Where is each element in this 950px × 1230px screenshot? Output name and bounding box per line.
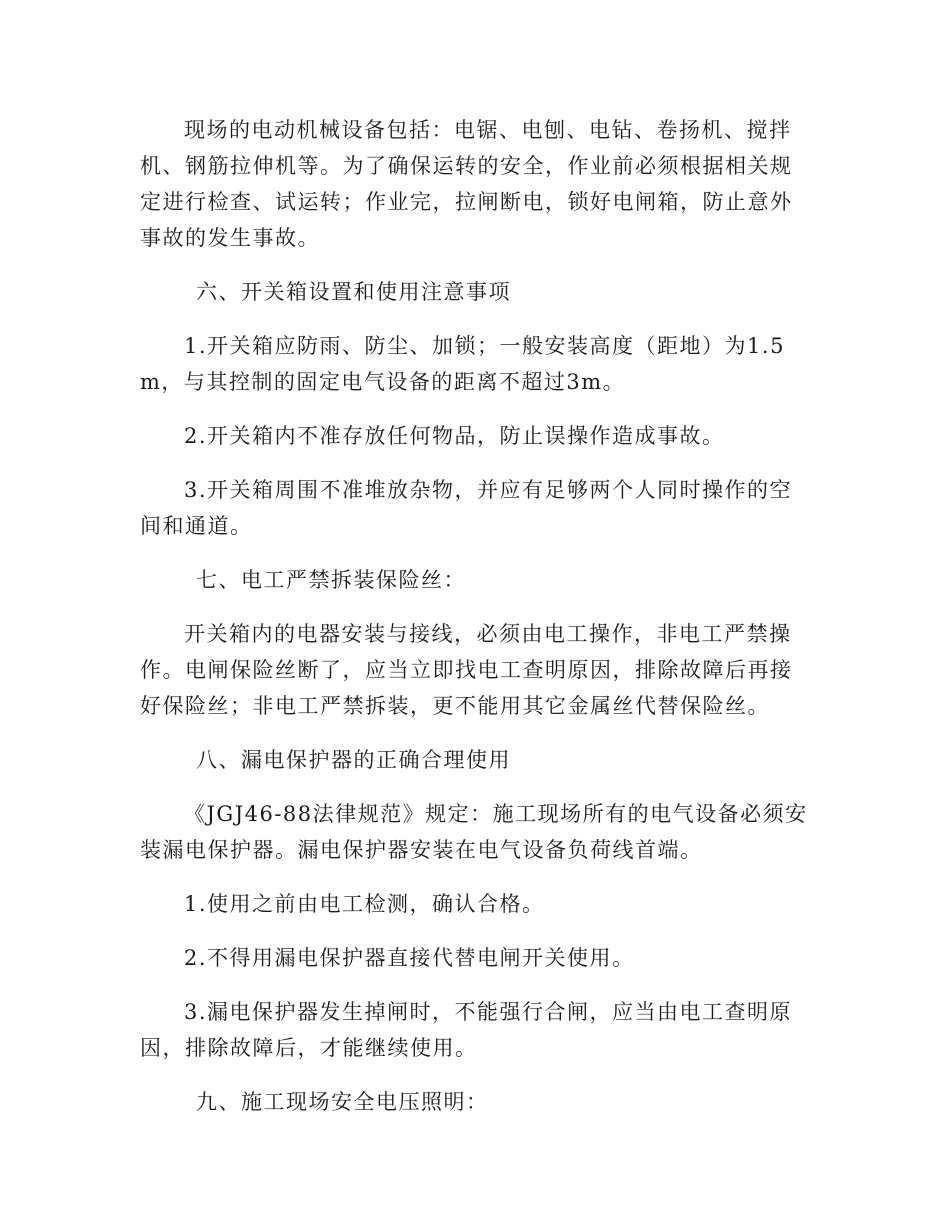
document-body — [140, 112, 812, 1120]
spacer — [140, 256, 812, 274]
spacer — [140, 868, 812, 886]
paragraph-leakage-rule-3: 3.漏电保护器发生掉闸时，不能强行合闸，应当由电工查明原因，排除故障后，才能继续使用。 — [140, 1000, 793, 1060]
spacer — [140, 454, 812, 472]
spacer — [140, 922, 812, 940]
heading-section-8: 八、漏电保护器的正确合理使用 — [196, 748, 511, 772]
paragraph-switchbox-rule-1: 1.开关箱应防雨、防尘、加锁；一般安装高度（距地）为1.5m，与其控制的固定电气设备的距离不超过3m。 — [140, 334, 785, 394]
paragraph-switchbox-rule-2: 2.开关箱内不准存放任何物品，防止误操作造成事故。 — [184, 424, 725, 448]
paragraph-leakage-protector-regulation: 《JGJ46-88法律规范》规定：施工现场所有的电气设备必须安装漏电保护器。漏电保护器安装在电气设备负荷线首端。 — [140, 802, 808, 862]
heading-section-6: 六、开关箱设置和使用注意事项 — [196, 280, 511, 304]
paragraph-fuse-rule: 开关箱内的电器安装与接线，必须由电工操作，非电工严禁操作。电闸保险丝断了，应当立即找电工查明原因，排除故障后再接好保险丝；非电工严禁拆装，更不能用其它金属丝代替保险丝。 — [140, 622, 793, 718]
paragraph-leakage-rule-2: 2.不得用漏电保护器直接代替电闸开关使用。 — [184, 946, 635, 970]
spacer — [140, 1066, 812, 1084]
spacer — [140, 310, 812, 328]
paragraph-switchbox-rule-3: 3.开关箱周围不准堆放杂物，并应有足够两个人同时操作的空间和通道。 — [140, 478, 793, 538]
spacer — [140, 976, 812, 994]
spacer — [140, 544, 812, 562]
spacer — [140, 724, 812, 742]
heading-section-7: 七、电工严禁拆装保险丝： — [196, 568, 466, 592]
paragraph-electric-machinery: 现场的电动机械设备包括：电锯、电刨、电钻、卷扬机、搅拌机、钢筋拉伸机等。为了确保运转的安全，作业前必须根据相关规定进行检查、试运转；作业完，拉闸断电，锁好电闸箱，防止意外事故的发生事故。 — [140, 118, 793, 250]
spacer — [140, 778, 812, 796]
paragraph-leakage-rule-1: 1.使用之前由电工检测，确认合格。 — [184, 892, 545, 916]
heading-section-9: 九、施工现场安全电压照明： — [196, 1090, 489, 1114]
spacer — [140, 598, 812, 616]
spacer — [140, 400, 812, 418]
